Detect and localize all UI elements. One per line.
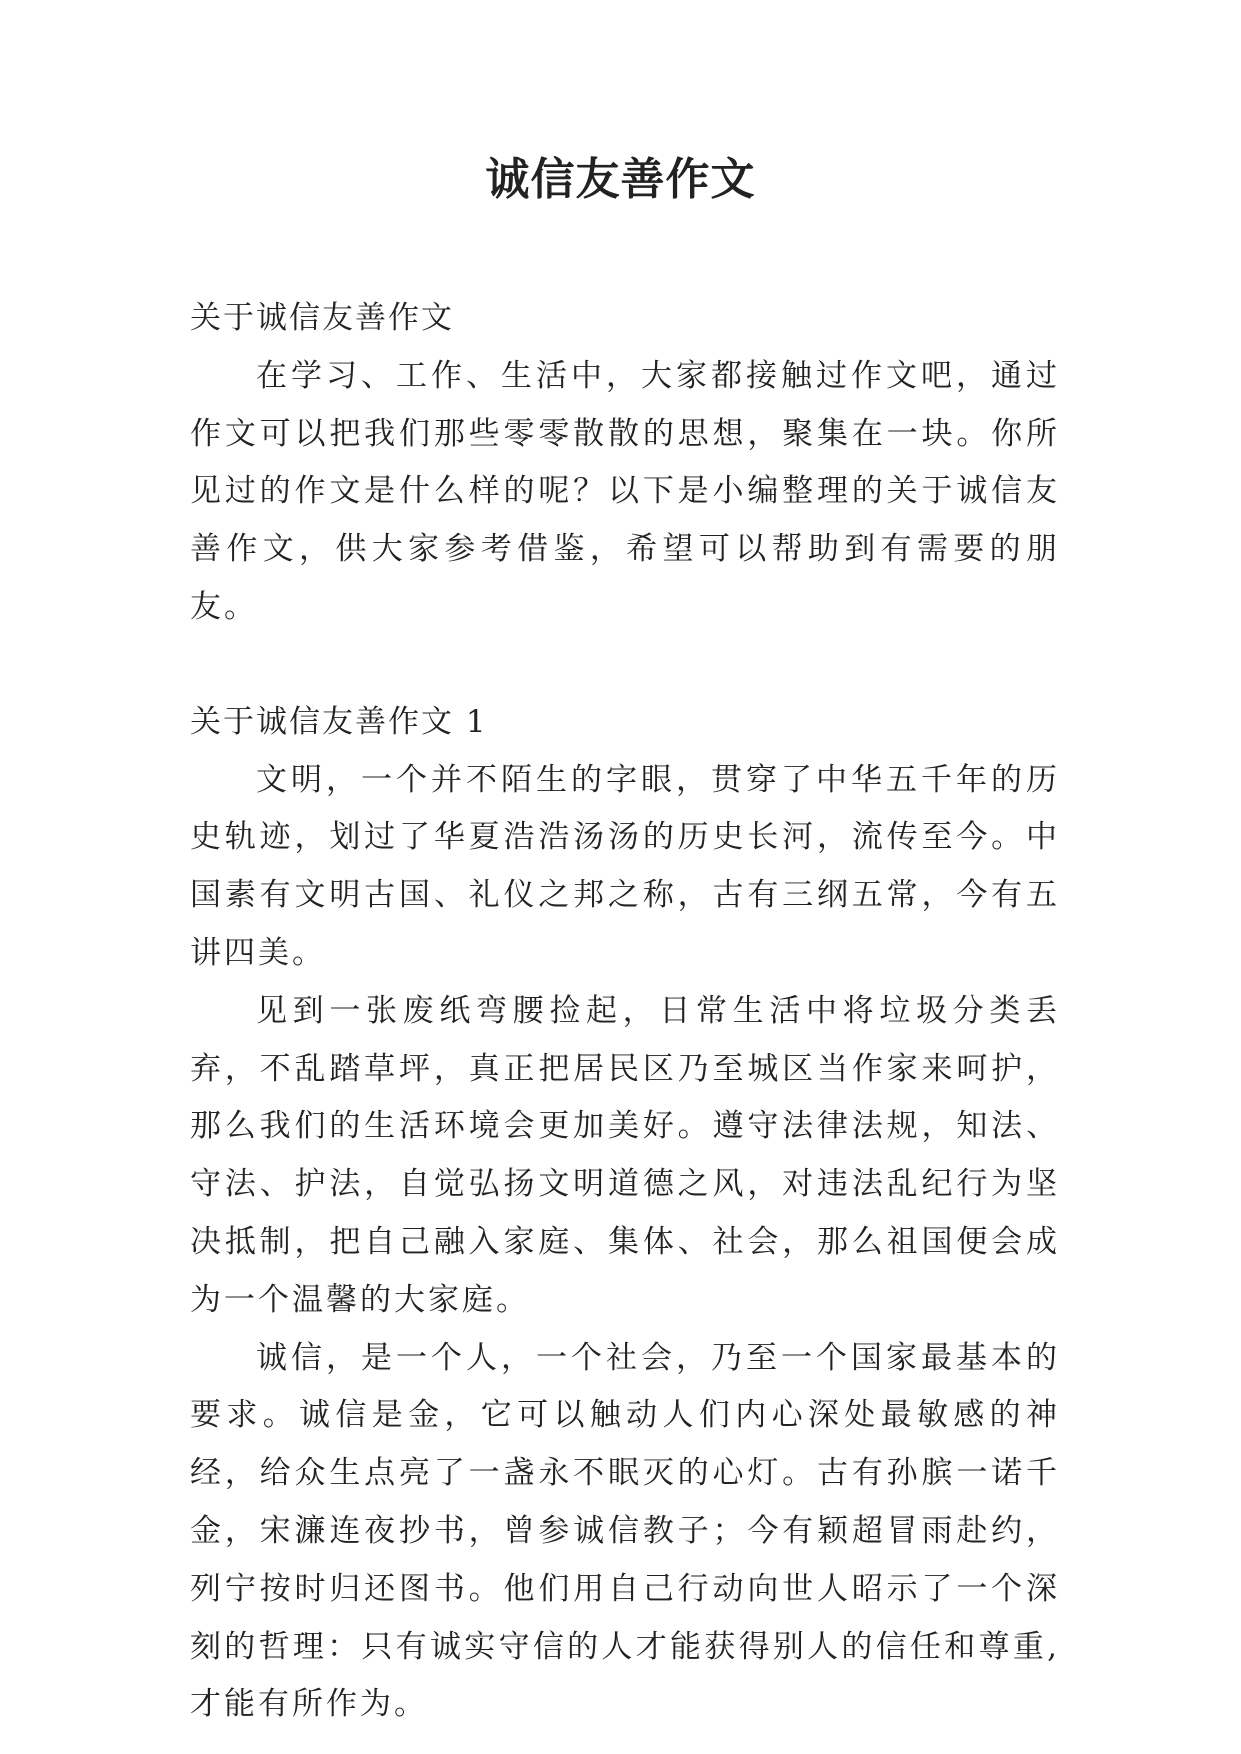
section-1-paragraph-2: 见到一张废纸弯腰捡起，日常生活中将垃圾分类丢弃，不乱踏草坪，真正把居民区乃至城区当作家来呵护，那么我们的生活环境会更加美好。遵守法律法规，知法、守法、护法，自觉弘扬文明道德之风，对违法乱纪行为坚决抵制，把自己融入家庭、集体、社会，那么祖国便会成为一个温馨的大家庭。 [190,992,1060,1318]
document-body [190,290,1060,1734]
intro-heading: 关于诚信友善作文 [190,300,454,336]
section-1-paragraph-3: 诚信，是一个人，一个社会，乃至一个国家最基本的要求。诚信是金，它可以触动人们内心深处最敏感的神经，给众生点亮了一盏永不眠灭的心灯。古有孙膑一诺千金，宋濂连夜抄书，曾参诚信教子；今有颖超冒雨赴约，列宁按时归还图书。他们用自己行动向世人昭示了一个深刻的哲理：只有诚实守信的人才能获得别人的信任和尊重,才能有所作为。 [190,1339,1060,1723]
intro-paragraph: 在学习、工作、生活中，大家都接触过作文吧，通过作文可以把我们那些零零散散的思想，聚集在一块。你所见过的作文是什么样的呢？以下是小编整理的关于诚信友善作文，供大家参考借鉴，希望可以帮助到有需要的朋友。 [190,357,1060,625]
section-1-paragraph-1: 文明，一个并不陌生的字眼，贯穿了中华五千年的历史轨迹，划过了华夏浩浩汤汤的历史长河，流传至今。中国素有文明古国、礼仪之邦之称，古有三纲五常，今有五讲四美。 [190,761,1060,971]
section-spacer [190,637,1060,694]
document-title: 诚信友善作文 [485,154,756,205]
section-1-heading: 关于诚信友善作文 1 [190,703,488,740]
